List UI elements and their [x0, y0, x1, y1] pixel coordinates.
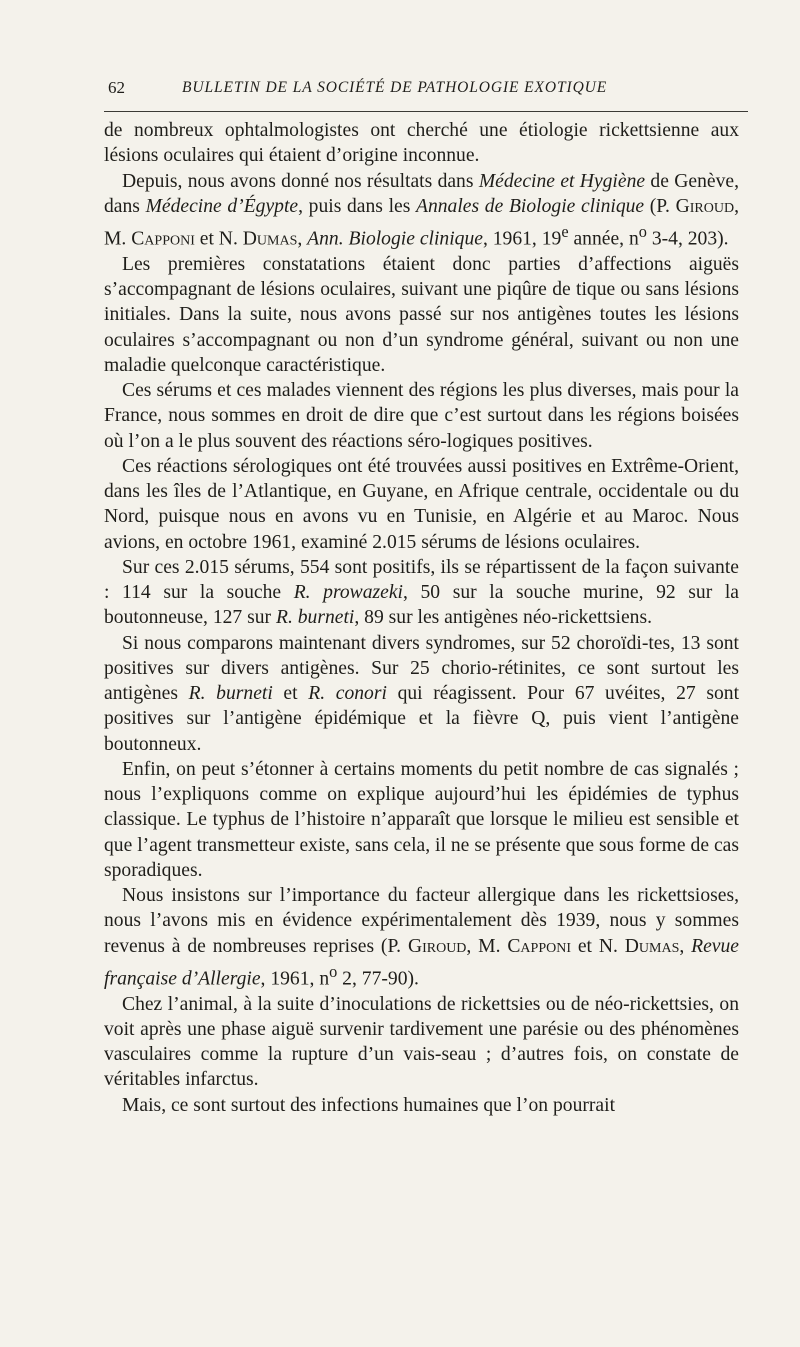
- author-name: Capponi: [131, 228, 195, 250]
- paragraph-11: [104, 1093, 739, 1118]
- paragraph-text: (P.: [644, 195, 676, 217]
- author-name: Giroud: [675, 195, 735, 217]
- superscript: o: [329, 961, 338, 981]
- paragraph-text: , puis dans les: [298, 195, 416, 217]
- journal-title: Médecine d’Égypte: [145, 195, 299, 217]
- journal-title: Revue française d’Allergie: [104, 935, 739, 990]
- paragraph-3: [104, 252, 739, 378]
- paragraph-text: , 89 sur les antigènes néo-rickettsiens.: [354, 607, 652, 629]
- journal-title: Ann. Biologie clinique: [307, 228, 483, 250]
- paragraph-2: [104, 169, 739, 252]
- paragraph-text: , 1961, 19: [482, 228, 562, 250]
- paragraph-5: [104, 454, 739, 555]
- paragraph-text: et N.: [194, 228, 243, 250]
- article-body: [104, 118, 739, 1118]
- paragraph-text: et: [272, 683, 309, 705]
- paragraph-text: 3-4, 203).: [646, 228, 729, 250]
- paragraph-text: qui réagissent. Pour 67 uvéites, 27 sont positives sur l’antigène épidémique et la fièvre Q, puis vient l’antigène boutonneux.: [104, 683, 740, 755]
- species-name: R. burneti: [188, 683, 273, 705]
- paragraph-text: ,: [679, 935, 692, 957]
- paragraph-text: Les premières constatations étaient donc parties d’affections aiguës s’accompagnant de lésions oculaires, suivant une piqûre de tique ou sans lésions initiales. Dans la suite, nous avons passé sur nos antigènes toutes les lésions oculaires s’accompagnant ou non d’un syndrome général, suivant ou non une maladie quelconque caractéristique.: [104, 253, 739, 376]
- paragraph-text: Sur ces 2.015 sérums, 554 sont positifs, ils se répartissent de la façon suivante : 114 sur la souche: [104, 556, 739, 604]
- page-number: 62: [108, 78, 125, 97]
- paragraph-10: [104, 992, 739, 1093]
- paragraph-text: Depuis, nous avons donné nos résultats dans: [122, 170, 479, 192]
- paragraph-text: et N.: [571, 935, 625, 957]
- paragraph-text: de nombreux ophtalmologistes ont cherché une étiologie rickettsienne aux lésions oculaires qui étaient d’origine inconnue.: [104, 120, 739, 167]
- species-name: R. burneti: [275, 607, 355, 629]
- species-name: R. prowazeki: [293, 582, 403, 604]
- paragraph-9: [104, 883, 739, 992]
- author-name: Dumas: [624, 935, 680, 957]
- paragraph-text: de Genève, dans: [104, 170, 739, 217]
- author-name: Dumas: [242, 228, 298, 250]
- paragraph-text: 2, 77-90).: [337, 968, 419, 990]
- header-rule: [104, 111, 748, 112]
- paragraph-text: , M.: [104, 195, 739, 250]
- paragraph-text: , 50 sur la souche murine, 92 sur la boutonneuse, 127 sur: [104, 582, 739, 629]
- paragraph-text: Chez l’animal, à la suite d’inoculations de rickettsies ou de néo-rickettsies, on voit après une phase aiguë survenir tardivement une parésie ou des phénomènes vasculaires comme la rupture d’un vais-seau ; d’autres fois, on constate de véritables infarctus.: [104, 993, 739, 1091]
- paragraph-text: Ces sérums et ces malades viennent des régions les plus diverses, mais pour la France, nous sommes en droit de dire que c’est surtout dans les régions boisées où l’on a le plus souvent des réactions séro-logiques positives.: [104, 380, 739, 452]
- journal-title: Médecine et Hygiène: [478, 170, 646, 192]
- journal-title: Annales de Biologie clinique: [416, 195, 645, 217]
- paragraph-text: , M.: [466, 935, 508, 957]
- author-name: Giroud: [407, 935, 467, 957]
- running-title: BULLETIN DE LA SOCIÉTÉ DE PATHOLOGIE EXOTIQUE: [182, 79, 608, 96]
- superscript: o: [638, 222, 647, 241]
- paragraph-text: Si nous comparons maintenant divers syndromes, sur 52 choroïdi-tes, 13 sont positives sur divers antigènes. Sur 25 chorio-rétinites, ce sont surtout les antigènes: [104, 632, 739, 705]
- paragraph-text: Enfin, on peut s’étonner à certains moments du petit nombre de cas signalés ; nous l’expliquons comme on explique aujourd’hui les épidémies de typhus classique. Le typhus de l’histoire n’apparaît que lorsque le milieu est sensible et que l’agent transmetteur existe, sans cela, il ne se présente que sous forme de cas sporadiques.: [104, 758, 739, 881]
- paragraph-8: [104, 757, 739, 883]
- author-name: Capponi: [507, 935, 571, 957]
- paragraph-1: [104, 118, 739, 169]
- paragraph-text: Mais, ce sont surtout des infections humaines que l’on pourrait: [122, 1094, 616, 1116]
- paragraph-4: [104, 378, 739, 454]
- paragraph-7: [104, 631, 739, 757]
- paragraph-text: Nous insistons sur l’importance du facteur allergique dans les rickettsioses, nous l’avons mis en évidence expérimentalement dès 1939, nous y sommes revenus à de nombreuses reprises (P.: [104, 885, 739, 957]
- paragraph-text: ,: [297, 228, 308, 250]
- page-header: [102, 78, 750, 104]
- species-name: R. conori: [308, 683, 387, 705]
- paragraph-6: [104, 555, 739, 631]
- paragraph-text: année, n: [568, 228, 639, 250]
- superscript: e: [561, 222, 569, 241]
- paragraph-text: Ces réactions sérologiques ont été trouvées aussi positives en Extrême-Orient, dans les îles de l’Atlantique, en Guyane, en Afrique centrale, occidentale ou du Nord, puisque nous en avons vu en Tunisie, en Algérie et au Maroc. Nous avions, en octobre 1961, examiné 2.015 sérums de lésions oculaires.: [104, 455, 739, 553]
- paragraph-text: , 1961, n: [260, 968, 330, 990]
